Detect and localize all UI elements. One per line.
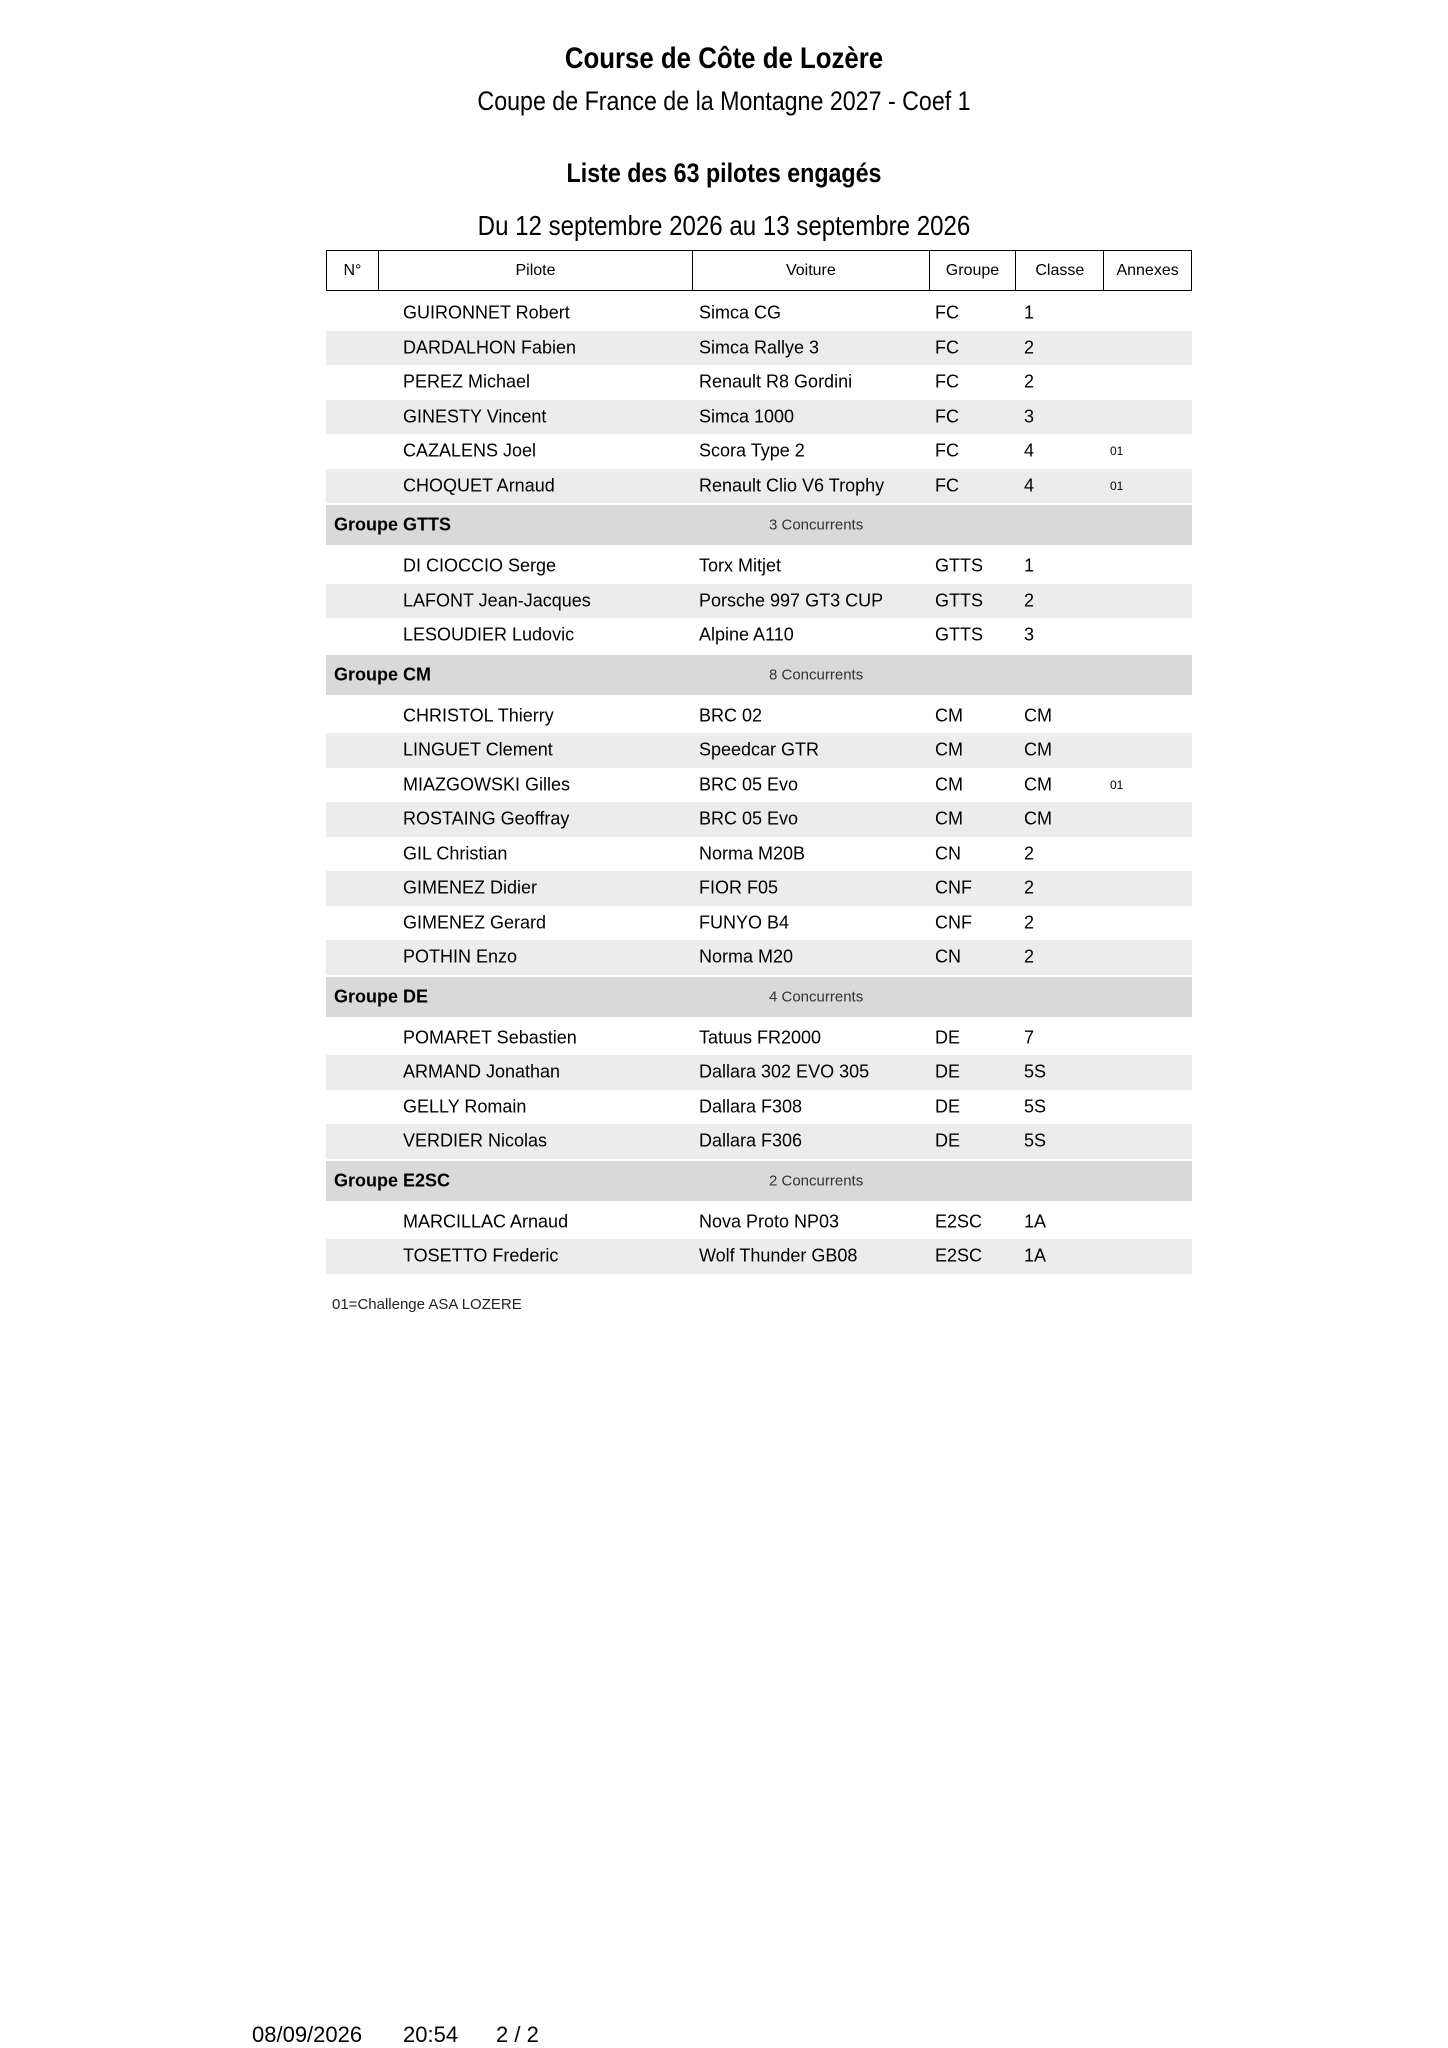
cell-voiture: BRC 05 Evo	[699, 808, 799, 829]
cell-voiture: Porsche 997 GT3 CUP	[699, 590, 884, 611]
cell-pilote: DI CIOCCIO Serge	[403, 555, 557, 576]
group-name: Groupe GTTS	[334, 514, 451, 535]
cell-pilote: CHRISTOL Thierry	[403, 705, 554, 726]
cell-pilote: MIAZGOWSKI Gilles	[403, 774, 571, 795]
cell-groupe: CN	[935, 843, 961, 864]
event-dates: Du 12 septembre 2026 au 13 septembre 2026	[477, 210, 971, 241]
cell-classe: 4	[1024, 475, 1035, 496]
cell-classe: 4	[1024, 440, 1035, 461]
table-row	[326, 469, 1192, 504]
cell-classe: 1A	[1024, 1245, 1047, 1266]
table-row	[326, 1021, 1192, 1056]
list-title: Liste des 63 pilotes engagés	[566, 158, 882, 188]
cell-groupe: FC	[935, 337, 959, 358]
cell-classe: 3	[1024, 406, 1035, 427]
cell-pilote: GIMENEZ Didier	[403, 877, 538, 898]
group-name: Groupe CM	[334, 664, 431, 684]
cell-annexe: 01	[1110, 478, 1124, 493]
cell-voiture: Wolf Thunder GB08	[699, 1245, 858, 1266]
footer-time: 20:54	[403, 2022, 459, 2047]
cell-pilote: GUIRONNET Robert	[403, 302, 570, 323]
table-row	[326, 837, 1192, 872]
cell-voiture: Simca 1000	[699, 406, 795, 427]
cell-classe: CM	[1024, 808, 1052, 829]
cell-pilote: ROSTAING Geoffray	[403, 808, 570, 829]
group-count: 8 Concurrents	[769, 666, 864, 683]
group-count: 2 Concurrents	[769, 1172, 864, 1189]
cell-voiture: Tatuus FR2000	[699, 1027, 822, 1048]
annex-legend: 01=Challenge ASA LOZERE	[332, 1296, 522, 1313]
cell-classe: CM	[1024, 705, 1052, 726]
group-header	[326, 655, 1192, 695]
cell-voiture: FUNYO B4	[699, 912, 790, 933]
cell-classe: 1A	[1024, 1211, 1047, 1232]
group-header	[326, 977, 1192, 1017]
cell-pilote: GIMENEZ Gerard	[403, 912, 547, 933]
cell-classe: 5S	[1024, 1061, 1047, 1082]
cell-groupe: CM	[935, 705, 963, 726]
cell-voiture: Torx Mitjet	[699, 555, 782, 576]
table-header	[326, 250, 1192, 291]
col-header-num: N°	[327, 251, 379, 290]
cell-classe: 2	[1024, 946, 1035, 967]
cell-classe: CM	[1024, 774, 1052, 795]
cell-groupe: DE	[935, 1130, 961, 1151]
cell-groupe: CNF	[935, 912, 972, 933]
cell-groupe: GTTS	[935, 590, 983, 611]
table-row	[326, 940, 1192, 975]
footer-date: 08/09/2026	[252, 2022, 363, 2047]
table-row	[326, 699, 1192, 734]
col-header-groupe: Groupe	[930, 251, 1017, 290]
cell-classe: 2	[1024, 590, 1035, 611]
cell-voiture: Speedcar GTR	[699, 739, 820, 760]
cell-groupe: CM	[935, 739, 963, 760]
cell-groupe: CNF	[935, 877, 972, 898]
footer-page-number: 2 / 2	[496, 2022, 539, 2047]
cell-groupe: FC	[935, 475, 959, 496]
cell-groupe: CM	[935, 808, 963, 829]
cell-voiture: FIOR F05	[699, 877, 779, 898]
cell-groupe: FC	[935, 406, 959, 427]
cell-voiture: Simca Rallye 3	[699, 337, 820, 358]
col-header-classe: Classe	[1016, 251, 1104, 290]
group-name: Groupe E2SC	[334, 1170, 451, 1190]
cell-pilote: GELLY Romain	[403, 1096, 527, 1117]
cell-groupe: DE	[935, 1061, 961, 1082]
cell-classe: 2	[1024, 877, 1035, 898]
table-row	[326, 400, 1192, 435]
cell-groupe: FC	[935, 371, 959, 392]
col-header-pilote: Pilote	[379, 251, 693, 290]
table-row	[326, 331, 1192, 366]
cell-pilote: POTHIN Enzo	[403, 946, 518, 967]
table-row	[326, 871, 1192, 906]
cell-pilote: GIL Christian	[403, 843, 508, 864]
table-row	[326, 296, 1192, 331]
group-header	[326, 1161, 1192, 1201]
cell-classe: 7	[1024, 1027, 1035, 1048]
cell-groupe: FC	[935, 302, 959, 323]
table-row	[326, 549, 1192, 584]
group-header	[326, 505, 1192, 545]
cell-annexe: 01	[1110, 777, 1124, 792]
cell-groupe: GTTS	[935, 555, 983, 576]
cell-classe: 2	[1024, 337, 1035, 358]
table-row	[326, 802, 1192, 837]
cell-voiture: Scora Type 2	[699, 440, 805, 461]
cell-voiture: Dallara F308	[699, 1096, 803, 1117]
cell-groupe: DE	[935, 1096, 961, 1117]
cell-groupe: FC	[935, 440, 959, 461]
table-row	[326, 768, 1192, 803]
cell-pilote: VERDIER Nicolas	[403, 1130, 548, 1151]
group-name: Groupe DE	[334, 986, 429, 1006]
table-row	[326, 618, 1192, 653]
cell-voiture: Dallara F306	[699, 1130, 803, 1151]
cell-pilote: TOSETTO Frederic	[403, 1245, 559, 1266]
cell-groupe: E2SC	[935, 1211, 983, 1232]
cell-groupe: DE	[935, 1027, 961, 1048]
table-row	[326, 365, 1192, 400]
cell-voiture: Norma M20B	[699, 843, 806, 864]
cell-groupe: CM	[935, 774, 963, 795]
cell-classe: 1	[1024, 302, 1035, 323]
cell-classe: CM	[1024, 739, 1052, 760]
table-row	[326, 1205, 1192, 1240]
cell-classe: 3	[1024, 624, 1035, 645]
group-count: 3 Concurrents	[769, 516, 864, 534]
table-row	[326, 733, 1192, 768]
cell-voiture: Simca CG	[699, 302, 782, 323]
cell-voiture: Renault R8 Gordini	[699, 371, 853, 392]
cell-classe: 2	[1024, 371, 1035, 392]
table-row	[326, 1124, 1192, 1159]
cell-pilote: ARMAND Jonathan	[403, 1061, 561, 1082]
cell-pilote: MARCILLAC Arnaud	[403, 1211, 569, 1232]
cell-pilote: GINESTY Vincent	[403, 406, 547, 427]
cell-voiture: Norma M20	[699, 946, 794, 967]
cell-classe: 1	[1024, 555, 1035, 576]
cell-classe: 2	[1024, 912, 1035, 933]
cell-voiture: Dallara 302 EVO 305	[699, 1061, 870, 1082]
cell-pilote: DARDALHON Fabien	[403, 337, 577, 358]
cell-pilote: LESOUDIER Ludovic	[403, 624, 575, 645]
cell-pilote: LINGUET Clement	[403, 739, 553, 760]
cell-voiture: Nova Proto NP03	[699, 1211, 840, 1232]
table-row	[326, 1090, 1192, 1125]
cell-groupe: CN	[935, 946, 961, 967]
group-count: 4 Concurrents	[769, 988, 864, 1005]
cell-classe: 5S	[1024, 1096, 1047, 1117]
table-row	[326, 584, 1192, 619]
cell-voiture: BRC 02	[699, 705, 763, 726]
cell-pilote: CHOQUET Arnaud	[403, 475, 555, 496]
col-header-voiture: Voiture	[693, 251, 929, 290]
cell-groupe: GTTS	[935, 624, 983, 645]
cell-voiture: Alpine A110	[699, 624, 794, 645]
cell-classe: 2	[1024, 843, 1035, 864]
event-title: Course de Côte de Lozère	[564, 42, 884, 75]
table-row	[326, 1239, 1192, 1274]
event-subtitle: Coupe de France de la Montagne 2027 - Coef 1	[477, 86, 971, 116]
cell-classe: 5S	[1024, 1130, 1047, 1151]
col-header-annexes: Annexes	[1116, 261, 1179, 279]
cell-pilote: CAZALENS Joel	[403, 440, 537, 461]
table-row	[326, 434, 1192, 469]
cell-pilote: PEREZ Michael	[403, 371, 531, 392]
cell-annexe: 01	[1110, 444, 1124, 459]
table-row	[326, 906, 1192, 941]
cell-voiture: Renault Clio V6 Trophy	[699, 475, 885, 496]
table-row	[326, 1055, 1192, 1090]
cell-voiture: BRC 05 Evo	[699, 774, 799, 795]
table-body	[326, 296, 1192, 1274]
cell-groupe: E2SC	[935, 1245, 983, 1266]
cell-pilote: POMARET Sebastien	[403, 1027, 577, 1048]
cell-pilote: LAFONT Jean-Jacques	[403, 590, 591, 611]
entries-table	[326, 250, 1192, 1274]
